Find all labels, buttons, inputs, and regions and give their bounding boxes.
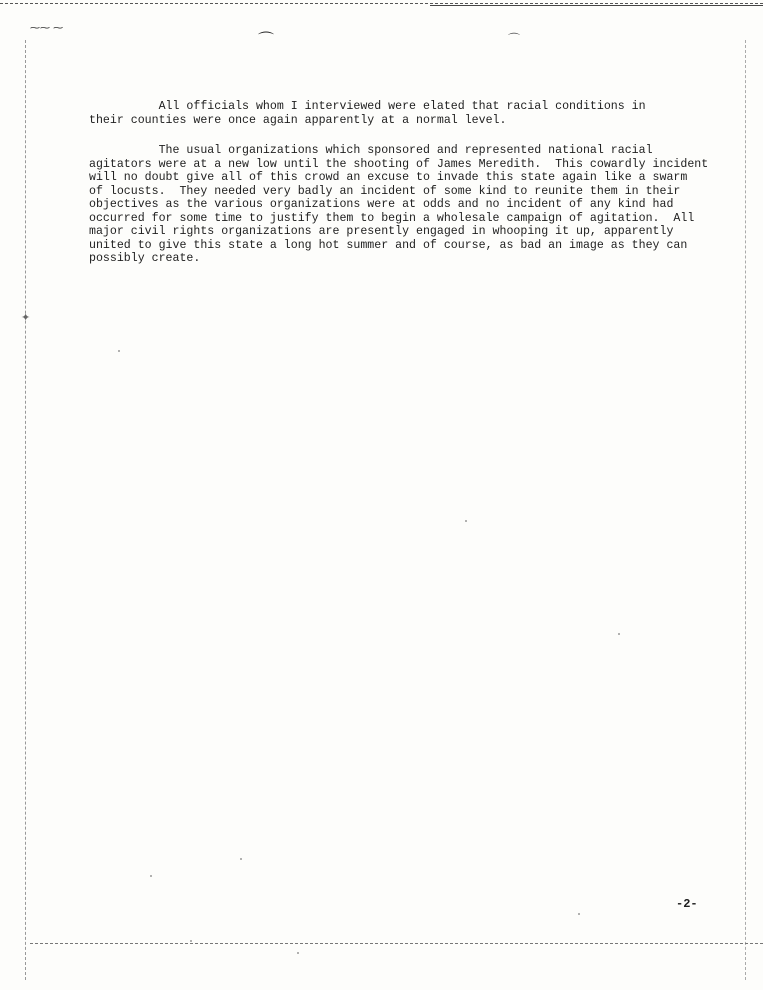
scan-speck <box>618 633 620 635</box>
scan-mark-left: ✦ <box>21 311 31 324</box>
scan-speck <box>240 858 242 860</box>
text-line: united to give this state a long hot summer and of course, as bad an image as they can <box>89 238 688 252</box>
scan-speck <box>297 952 299 954</box>
paragraph-2 <box>89 144 729 266</box>
scan-speck <box>150 875 152 877</box>
text-line: of locusts. They needed very badly an incident of some kind to reunite them in their <box>89 184 681 198</box>
scan-speck <box>118 350 120 352</box>
text-line: occurred for some time to justify them to begin a wholesale campaign of agitation. All <box>89 211 695 225</box>
scan-mark-stroke-a: ⌒ <box>258 30 275 49</box>
text-line: possibly create. <box>89 252 201 265</box>
text-line: their counties were once again apparently at a normal level. <box>89 113 507 127</box>
page-number: -2- <box>676 897 698 911</box>
scan-edge-bottom <box>30 943 763 944</box>
text-line: major civil rights organizations are presently engaged in whooping it up, apparently <box>89 225 674 238</box>
scan-speck <box>465 520 467 522</box>
scan-edge-top <box>0 3 763 4</box>
scan-speck <box>578 913 580 915</box>
paragraph-1 <box>89 100 729 127</box>
text-line: agitators were at a new low until the shooting of James Meredith. This cowardly incident <box>89 157 709 171</box>
letter-body <box>89 100 729 266</box>
scan-edge-right <box>745 40 746 980</box>
text-line: will no doubt give all of this crowd an excuse to invade this state again like a swarm <box>89 171 688 184</box>
scan-edge-left <box>25 40 26 980</box>
scan-edge-top-solid <box>430 5 763 6</box>
scan-mark-stroke-b: ⌒ <box>508 32 521 46</box>
text-line: objectives as the various organizations were at odds and no incident of any kind had <box>89 198 674 211</box>
scan-speck <box>190 940 192 942</box>
text-line: The usual organizations which sponsored and represented national racial <box>89 144 653 157</box>
text-line: All officials whom I interviewed were elated that racial conditions in <box>89 100 646 113</box>
scan-mark-corner: ⁓⁓ ⁓ <box>30 23 64 34</box>
